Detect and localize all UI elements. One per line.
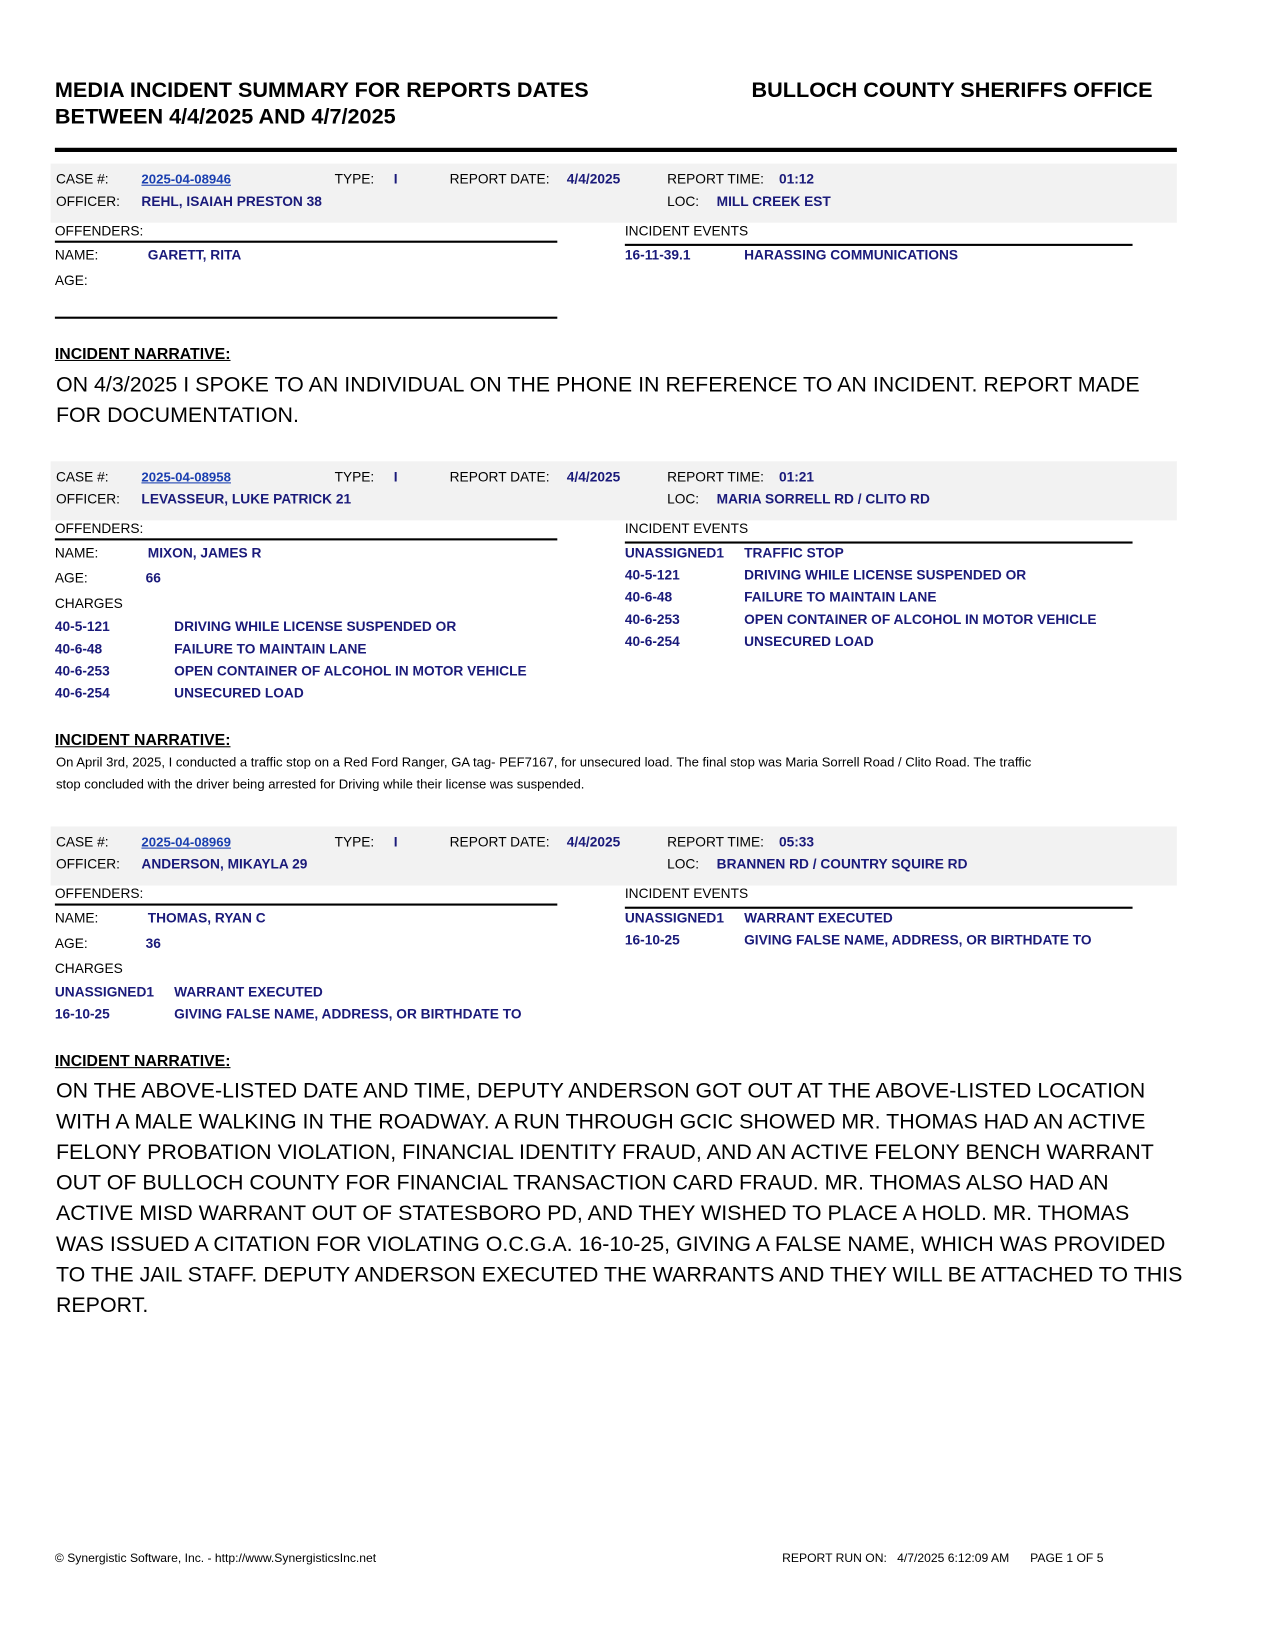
charge-code: 40-6-48: [54, 640, 103, 657]
incident-event-description: WARRANT EXECUTED: [744, 909, 893, 926]
offender-name-label: NAME:: [54, 544, 99, 561]
incident-narrative-line: stop concluded with the driver being arrested for Driving while their license was suspended.: [55, 776, 585, 792]
report-time-value: 01:21: [778, 468, 815, 485]
incident-narrative-line: WAS ISSUED A CITATION FOR VIOLATING O.C.G.A. 16-10-25, GIVING A FALSE NAME, WHICH WAS PROVIDED: [55, 1232, 1166, 1257]
incident-event-code: UNASSIGNED1: [624, 544, 724, 561]
incident-event-code: 16-11-39.1: [624, 246, 691, 263]
incident-narrative-line: ON THE ABOVE-LISTED DATE AND TIME, DEPUTY ANDERSON GOT OUT AT THE ABOVE-LISTED LOCATION: [55, 1079, 1146, 1103]
officer-label: OFFICER:: [55, 490, 120, 507]
report-time-label: REPORT TIME:: [667, 833, 764, 850]
incident-events-heading: INCIDENT EVENTS: [624, 222, 749, 239]
footer-run-on: 4/7/2025 6:12:09 AM: [897, 1552, 1010, 1566]
incident-event-description: DRIVING WHILE LICENSE SUSPENDED OR: [744, 566, 1027, 583]
charge-description: FAILURE TO MAINTAIN LANE: [174, 640, 367, 657]
type-value: I: [393, 833, 398, 850]
report-time-label: REPORT TIME:: [667, 170, 764, 187]
incident-event-description: GIVING FALSE NAME, ADDRESS, OR BIRTHDATE TO: [744, 932, 1092, 948]
incident-narrative-line: REPORT.: [55, 1294, 149, 1318]
case-number-link[interactable]: 2025-04-08958: [141, 469, 231, 485]
incident-event-code: UNASSIGNED1: [624, 909, 724, 926]
charges-heading: CHARGES: [54, 960, 123, 977]
offenders-divider: [55, 538, 557, 540]
charge-code: UNASSIGNED1: [54, 983, 155, 1000]
offender-age-label: AGE:: [54, 569, 88, 586]
incident-narrative-line: WITH A MALE WALKING IN THE ROADWAY. A RUN THROUGH GCIC SHOWED MR. THOMAS HAD AN ACTIVE: [55, 1110, 1146, 1134]
offender-name-label: NAME:: [54, 909, 99, 926]
incident-event-description: OPEN CONTAINER OF ALCOHOL IN MOTOR VEHICLE: [744, 611, 1097, 627]
location-label: LOC:: [667, 490, 700, 507]
footer-run-on-label: REPORT RUN ON:: [782, 1552, 887, 1566]
report-time-label: REPORT TIME:: [667, 468, 764, 485]
incident-event-code: 40-6-254: [624, 633, 680, 650]
report-title-line-2: BETWEEN 4/4/2025 AND 4/7/2025: [54, 104, 396, 129]
charge-code: 40-6-254: [54, 685, 110, 701]
officer-value: REHL, ISAIAH PRESTON 38: [141, 193, 322, 209]
location-value: MILL CREEK EST: [716, 193, 831, 209]
case-number-label: CASE #:: [55, 170, 109, 187]
offenders-heading: OFFENDERS:: [54, 885, 144, 902]
incident-narrative-line: FOR DOCUMENTATION.: [55, 404, 299, 428]
offenders-heading: OFFENDERS:: [54, 222, 144, 239]
report-date-label: REPORT DATE:: [449, 833, 550, 850]
charge-description: OPEN CONTAINER OF ALCOHOL IN MOTOR VEHICLE: [174, 662, 527, 679]
charge-description: DRIVING WHILE LICENSE SUSPENDED OR: [174, 618, 457, 635]
offender-age-value: 36: [145, 935, 161, 952]
offender-name-value: MIXON, JAMES R: [147, 544, 262, 561]
location-value: BRANNEN RD / COUNTRY SQUIRE RD: [716, 856, 968, 872]
footer-copyright: © Synergistic Software, Inc. - http://www.SynergisticsInc.net: [54, 1552, 377, 1566]
case-number-link[interactable]: 2025-04-08946: [141, 172, 231, 187]
report-title-line-1: MEDIA INCIDENT SUMMARY FOR REPORTS DATES: [54, 78, 589, 103]
incident-events-divider: [625, 907, 1133, 909]
charge-code: 40-5-121: [54, 618, 110, 635]
incident-narrative-heading: INCIDENT NARRATIVE:: [54, 731, 231, 750]
offender-age-value: 66: [145, 569, 161, 586]
report-date-label: REPORT DATE:: [449, 468, 550, 485]
charge-code: 16-10-25: [54, 1005, 110, 1022]
offender-name-label: NAME:: [54, 246, 99, 263]
agency-name: BULLOCH COUNTY SHERIFFS OFFICE: [751, 78, 1153, 103]
type-value: I: [393, 468, 398, 485]
offender-age-label: AGE:: [54, 935, 88, 952]
offender-name-value: THOMAS, RYAN C: [147, 909, 266, 926]
incident-event-code: 40-5-121: [624, 566, 680, 583]
charge-description: GIVING FALSE NAME, ADDRESS, OR BIRTHDATE TO: [174, 1005, 522, 1022]
incident-narrative-heading: INCIDENT NARRATIVE:: [54, 1052, 231, 1071]
incident-narrative-heading: INCIDENT NARRATIVE:: [54, 345, 231, 364]
report-date-value: 4/4/2025: [566, 833, 621, 850]
officer-label: OFFICER:: [55, 193, 120, 209]
incident-events-heading: INCIDENT EVENTS: [624, 520, 749, 537]
incident-events-divider: [625, 541, 1133, 543]
incident-event-code: 40-6-253: [624, 611, 680, 627]
offenders-heading: OFFENDERS:: [54, 520, 144, 537]
incident-narrative-line: TO THE JAIL STAFF. DEPUTY ANDERSON EXECUTED THE WARRANTS AND THEY WILL BE ATTACHED TO THIS: [55, 1263, 1183, 1287]
location-label: LOC:: [667, 856, 700, 872]
incident-narrative-line: ON 4/3/2025 I SPOKE TO AN INDIVIDUAL ON THE PHONE IN REFERENCE TO AN INCIDENT. REPORT MADE: [55, 373, 1140, 397]
offenders-divider: [55, 904, 557, 906]
report-date-value: 4/4/2025: [566, 468, 621, 485]
type-label: TYPE:: [334, 170, 375, 187]
type-value: I: [393, 170, 398, 187]
case-number-label: CASE #:: [55, 468, 109, 485]
charge-description: WARRANT EXECUTED: [174, 983, 323, 1000]
officer-value: ANDERSON, MIKAYLA 29: [141, 856, 308, 872]
offenders-divider: [55, 241, 557, 243]
incident-event-code: 16-10-25: [624, 932, 680, 948]
incident-event-description: HARASSING COMMUNICATIONS: [744, 246, 959, 263]
incident-event-description: FAILURE TO MAINTAIN LANE: [744, 588, 937, 605]
incident-event-description: TRAFFIC STOP: [744, 544, 844, 561]
incident-narrative-line: OUT OF BULLOCH COUNTY FOR FINANCIAL TRANSACTION CARD FRAUD. MR. THOMAS ALSO HAD AN: [55, 1171, 1109, 1195]
offender-name-value: GARETT, RITA: [147, 246, 242, 263]
report-date-value: 4/4/2025: [566, 170, 621, 187]
report-time-value: 05:33: [778, 833, 815, 850]
footer-page-number: PAGE 1 OF 5: [1030, 1552, 1104, 1566]
location-value: MARIA SORRELL RD / CLITO RD: [716, 490, 930, 507]
charge-code: 40-6-253: [54, 662, 110, 679]
officer-label: OFFICER:: [55, 856, 120, 872]
case-number-link[interactable]: 2025-04-08969: [141, 834, 231, 850]
charge-description: UNSECURED LOAD: [174, 685, 304, 701]
incident-events-heading: INCIDENT EVENTS: [624, 885, 749, 902]
offenders-bottom-divider: [55, 317, 557, 319]
officer-value: LEVASSEUR, LUKE PATRICK 21: [141, 490, 352, 507]
incident-event-description: UNSECURED LOAD: [744, 633, 874, 650]
incident-narrative-line: ACTIVE MISD WARRANT OUT OF STATESBORO PD, AND THEY WISHED TO PLACE A HOLD. MR. THOMAS: [55, 1202, 1130, 1226]
incident-narrative-line: On April 3rd, 2025, I conducted a traffic stop on a Red Ford Ranger, GA tag- PEF7167, for unsecured load. The final stop was Maria Sorrell Road / Clito Road. The traffic: [55, 754, 1032, 770]
incident-narrative-line: FELONY PROBATION VIOLATION, FINANCIAL IDENTITY FRAUD, AND AN ACTIVE FELONY BENCH WARRANT: [55, 1140, 1154, 1165]
report-date-label: REPORT DATE:: [449, 170, 550, 187]
case-number-label: CASE #:: [55, 833, 109, 850]
report-time-value: 01:12: [778, 170, 815, 187]
incident-events-divider: [625, 244, 1133, 246]
charges-heading: CHARGES: [54, 595, 123, 612]
type-label: TYPE:: [334, 833, 375, 850]
header-divider: [55, 148, 1177, 152]
location-label: LOC:: [667, 193, 700, 209]
type-label: TYPE:: [334, 468, 375, 485]
offender-age-label: AGE:: [54, 272, 88, 289]
incident-event-code: 40-6-48: [624, 588, 673, 605]
